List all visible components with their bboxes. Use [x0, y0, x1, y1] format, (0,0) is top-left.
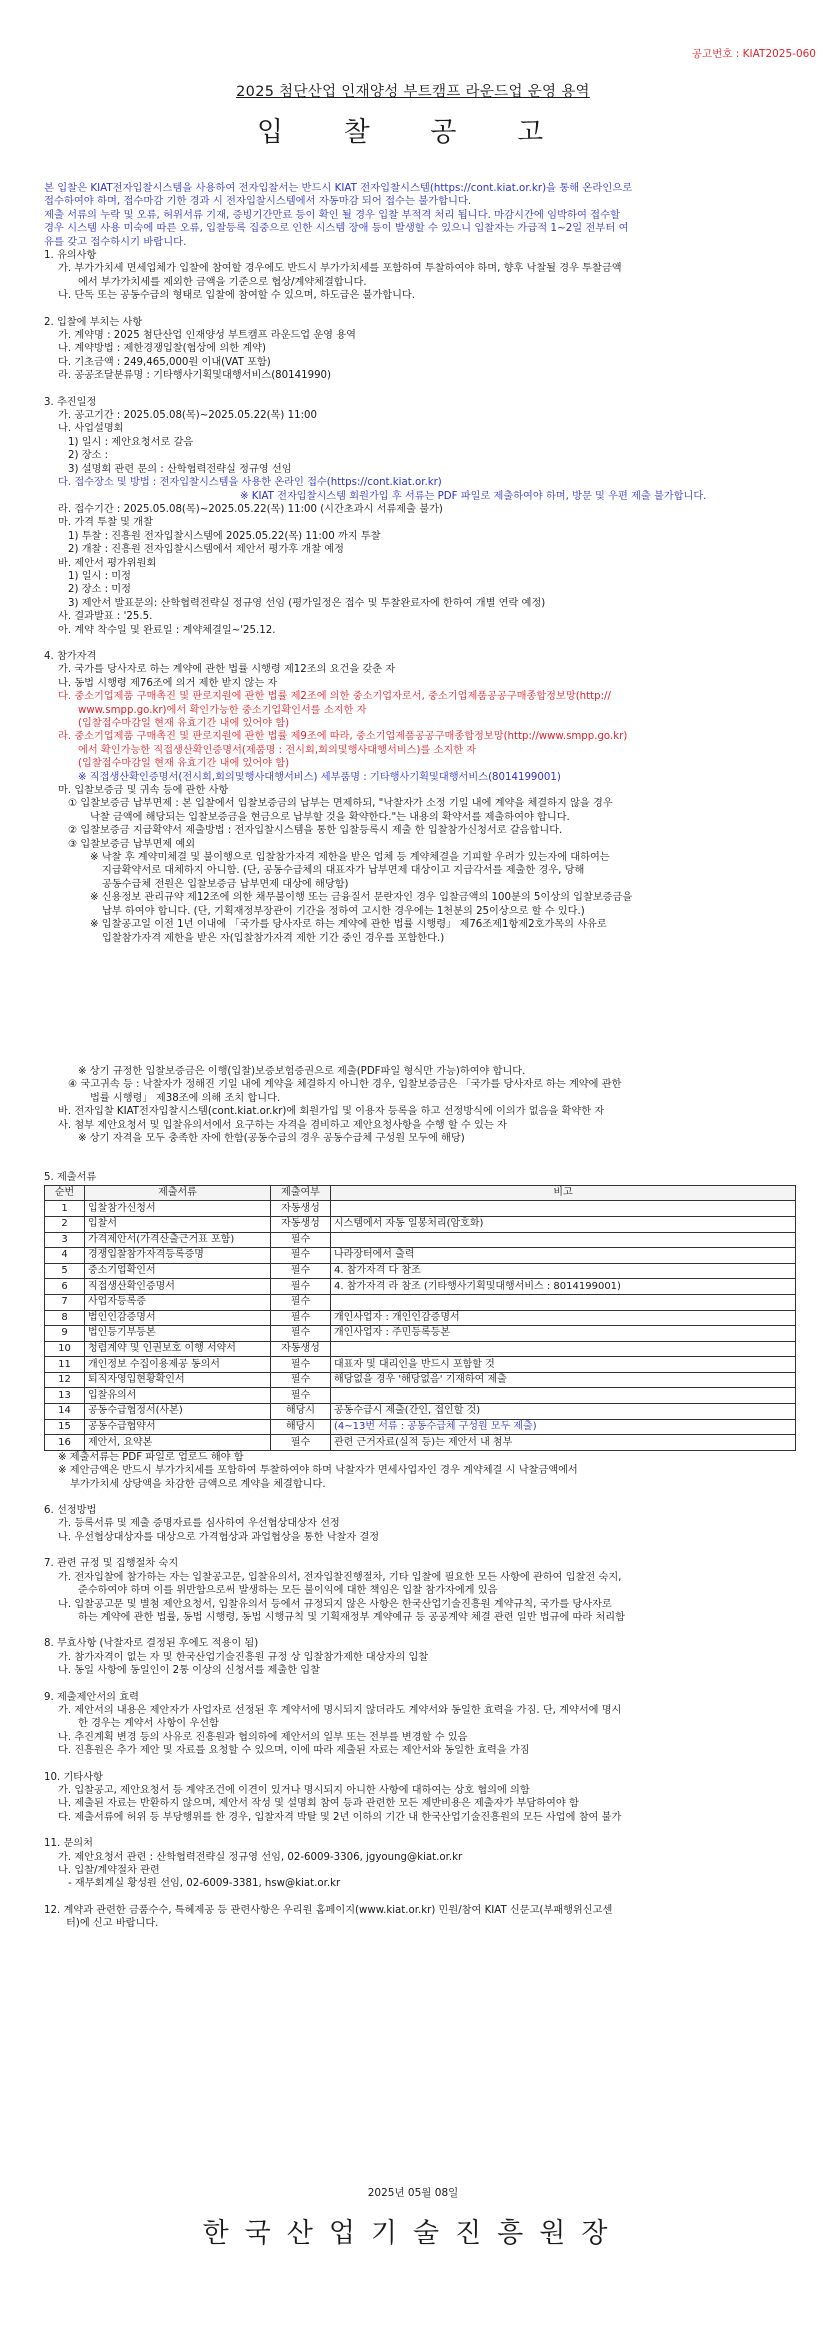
- notice-number: 공고번호 : KIAT2025-060: [691, 48, 816, 60]
- table-header: 제출여부: [271, 1185, 331, 1201]
- section-heading: 6. 선정방법: [44, 1505, 97, 1517]
- list-item: 가. 계약명 : 2025 첨단산업 인재양성 부트캠프 라운드업 운영 용역: [58, 330, 356, 342]
- document-name: 법인인감증명서: [85, 1310, 271, 1326]
- documents-table: [44, 1185, 796, 1451]
- list-item: ※ 상기 규정한 입찰보증금은 이행(입찰)보증보험증권으로 제출(PDF파일 형식만 가능)하여야 합니다.: [78, 1065, 526, 1077]
- row-number: 3: [45, 1232, 85, 1248]
- section-heading: 11. 문의처: [44, 1838, 93, 1850]
- intro-line: 경우 시스템 사용 미숙에 따른 오류, 입찰등록 집중으로 인한 시스템 장애 등이 발생할 수 있으니 입찰자는 가급적 1~2일 전부터 여: [44, 222, 629, 235]
- section-schedule: [44, 396, 794, 637]
- table-row: [45, 1341, 796, 1357]
- document-name: 공동수급협정서(사본): [85, 1404, 271, 1420]
- submission-status: 자동생성: [271, 1216, 331, 1232]
- list-item: 입찰참가자격 제한을 받은 자(입찰참가자격 제한 기간 중인 경우를 포함한다.): [102, 932, 445, 944]
- list-item: 라. 공공조달분류명 : 기타행사기획및대행서비스(80141990): [58, 370, 332, 382]
- submission-status: 필수: [271, 1248, 331, 1264]
- list-item: 2) 장소 :: [68, 450, 109, 462]
- list-item: 가. 제안요청서 관련 : 산학협력전략실 정규영 선임, 02-6009-3306, jgyoung@kiat.or.kr: [58, 1851, 463, 1863]
- list-item: ② 입찰보증금 지급확약서 제출방법 : 전자입찰시스템을 통한 입찰등록시 제출 한 입찰참가신청서로 갈음합니다.: [68, 825, 563, 837]
- issuer-signature: 한국산업기술진흥원장: [202, 2218, 624, 2249]
- table-row: [45, 1326, 796, 1342]
- document-name: 공동수급협약서: [85, 1419, 271, 1435]
- document-name: 제안서, 요약본: [85, 1435, 271, 1451]
- section-heading: 2. 입찰에 부치는 사항: [44, 316, 143, 328]
- section-heading: 10. 기타사항: [44, 1771, 103, 1783]
- list-item: 12. 계약과 관련한 금품수수, 특혜제공 등 관련사항은 우리원 홈페이지(www.kiat.or.kr) 민원/참여 KIAT 신문고(부패행위신고센: [44, 1904, 613, 1916]
- table-row: [45, 1294, 796, 1310]
- row-number: 10: [45, 1341, 85, 1357]
- list-item: 터)에 신고 바랍니다.: [66, 1918, 159, 1930]
- list-item: 2) 장소 : 미정: [68, 584, 131, 596]
- list-item: 가. 공고기간 : 2025.05.08(목)~2025.05.22(목) 11:00: [58, 410, 317, 422]
- remark: 4. 참가자격 라 참조 (기타행사기획및대행서비스 : 8014199001): [331, 1279, 796, 1295]
- intro-line: 접수하여야 하며, 접수마감 기한 경과 시 전자입찰시스템에서 자동마감 되어 접수는 불가합니다.: [44, 195, 472, 208]
- section-documents: [44, 1171, 794, 1491]
- table-row: [45, 1248, 796, 1264]
- list-item: 지급확약서로 대체하지 아니함. (단, 공동수급체의 대표자가 납부면제 대상이고 지급각서를 제출한 경우, 당해: [102, 865, 585, 877]
- row-number: 6: [45, 1279, 85, 1295]
- submission-status: 해당시: [271, 1419, 331, 1435]
- list-item: 한 경우는 계약서 사항이 우선함: [78, 1718, 219, 1730]
- submission-status: 자동생성: [271, 1341, 331, 1357]
- row-number: 8: [45, 1310, 85, 1326]
- section-heading: 7. 관련 규정 및 집행절차 숙지: [44, 1558, 179, 1570]
- row-number: 7: [45, 1294, 85, 1310]
- remark: 대표자 및 대리인을 반드시 포함할 것: [331, 1357, 796, 1373]
- list-item: ④ 국고귀속 등 : 낙찰자가 정해진 기일 내에 계약을 체결하지 아니한 경우, 입찰보증금은 「국가를 당사자로 하는 계약에 관한: [68, 1079, 622, 1091]
- list-item: 낙찰 금액에 해당되는 입찰보증금을 현금으로 납부할 것을 확약한다."는 내용의 확약서를 제출하여야 합니다.: [90, 811, 570, 823]
- row-number: 13: [45, 1388, 85, 1404]
- list-item: 법률 시행령」 제38조에 의해 조치 합니다.: [90, 1092, 281, 1104]
- submission-status: 필수: [271, 1388, 331, 1404]
- section-heading: 5. 제출서류: [44, 1172, 97, 1184]
- document-name: 직접생산확인증명서: [85, 1279, 271, 1295]
- list-item: 다. 제출서류에 허위 등 부당행위를 한 경우, 입찰자격 박탈 및 2년 이하의 기간 내 한국산업기술진흥원의 모든 사업에 참여 불가: [58, 1811, 622, 1823]
- list-item: (입찰접수마감일 현재 유효기간 내에 있어야 함): [78, 758, 290, 770]
- remark: 관련 근거자료(실적 등)는 제안서 내 첨부: [331, 1435, 796, 1451]
- list-item: 아. 계약 착수일 및 완료일 : 계약체결일~'25.12.: [58, 624, 276, 636]
- table-header-row: [45, 1185, 796, 1201]
- list-item: 가. 제안서의 내용은 제안자가 사업자로 선정된 후 계약서에 명시되지 않더라도 계약서와 동일한 효력을 가짐. 단, 계약서에 명시: [58, 1704, 622, 1716]
- list-item: 하는 계약에 관한 법률, 동법 시행령, 동법 시행규칙 및 기획재정부 계약예규 등 공공계약 체결 관련 일반 법규에 따라 처리함: [78, 1611, 625, 1623]
- remark: (4~13번 서류 : 공동수급체 구성원 모두 제출): [331, 1419, 796, 1435]
- list-item: 다. 진흥원은 추가 제안 및 자료를 요청할 수 있으며, 이에 따라 제출된 자료는 제안서와 동일한 효력을 가짐: [58, 1745, 530, 1757]
- remark: 개인사업자 : 개인인감증명서: [331, 1310, 796, 1326]
- document-name: 입찰유의서: [85, 1388, 271, 1404]
- list-item: 2) 개찰 : 진흥원 전자입찰시스템에서 제안서 평가후 개찰 예정: [68, 544, 344, 556]
- list-item: 나. 사업설명회: [58, 423, 124, 435]
- remark: 개인사업자 : 주민등록등본: [331, 1326, 796, 1342]
- document-name: 중소기업확인서: [85, 1263, 271, 1279]
- list-item: ※ 상기 자격을 모두 충족한 자에 한함(공동수급의 경우 공동수급체 구성원 모두에 해당): [78, 1132, 465, 1144]
- row-number: 5: [45, 1263, 85, 1279]
- list-item: 1) 투찰 : 진흥원 전자입찰시스템에 2025.05.22(목) 11:00 까지 투찰: [68, 530, 381, 542]
- submission-status: 필수: [271, 1357, 331, 1373]
- table-row: [45, 1404, 796, 1420]
- table-header: 제출서류: [85, 1185, 271, 1201]
- submission-status: 필수: [271, 1310, 331, 1326]
- table-row: [45, 1232, 796, 1248]
- list-item: 나. 동일 사항에 동일인이 2통 이상의 신청서를 제출한 입찰: [58, 1665, 320, 1677]
- remark: 나라장터에서 출력: [331, 1248, 796, 1264]
- submission-status: 자동생성: [271, 1201, 331, 1217]
- section-heading: 9. 제출제안서의 효력: [44, 1691, 139, 1703]
- list-item: 가. 입찰공고, 제안요청서 등 계약조건에 이견이 있거나 명시되지 아니한 사항에 대하여는 상호 협의에 의함: [58, 1784, 530, 1796]
- remark: [331, 1232, 796, 1248]
- table-row: [45, 1388, 796, 1404]
- list-item: ※ 입찰공고일 이전 1년 이내에 「국가를 당사자로 하는 계약에 관한 법률 시행령」 제76조제1항제2호가목의 사유로: [90, 919, 607, 931]
- note: ※ 제안금액은 반드시 부가가치세를 포함하여 투찰하여야 하며 낙찰자가 면세사업자인 경우 계약체결 시 낙찰금액에서: [58, 1465, 578, 1477]
- section-bid-items: [44, 316, 794, 383]
- submission-status: 필수: [271, 1372, 331, 1388]
- submission-status: 필수: [271, 1232, 331, 1248]
- section-contact: [44, 1837, 794, 1891]
- list-item: 에서 확인가능한 직접생산확인증명서(제품명 : 전시회,회의및행사대행서비스)를 소지한 자: [78, 744, 477, 756]
- document-name: 청렴계약 및 인권보호 이행 서약서: [85, 1341, 271, 1357]
- list-item: 다. 기초금액 : 249,465,000원 이내(VAT 포함): [58, 356, 271, 368]
- list-item: 나. 계약방법 : 제한경쟁입찰(협상에 의한 계약): [58, 343, 266, 355]
- list-item: 3) 제안서 발표문의: 산학협력전략실 정규영 선임 (평가일정은 접수 및 투찰완료자에 한하여 개별 연락 예정): [68, 597, 546, 609]
- list-item: 준수하여야 하며 이를 위반함으로써 발생하는 모든 불이익에 대한 책임은 입찰 참가자에게 있음: [78, 1585, 498, 1597]
- list-item: ※ KIAT 전자입찰시스템 회원가입 후 서류는 PDF 파일로 제출하여야 하며, 방문 및 우편 제출 불가합니다.: [240, 490, 707, 502]
- list-item: 사. 결과발표 : '25.5.: [58, 611, 153, 623]
- intro-line: 본 입찰은 KIAT전자입찰시스템을 사용하여 전자입찰서는 반드시 KIAT 전자입찰시스템(https://cont.kiat.or.kr)을 통해 온라인으로: [44, 182, 633, 194]
- list-item: 나. 단독 또는 공동수급의 형태로 입찰에 참여할 수 있으며, 하도급은 불가합니다.: [58, 290, 416, 302]
- section-rules: [44, 1557, 794, 1624]
- list-item: 가. 전자입찰에 참가하는 자는 입찰공고문, 입찰유의서, 전자입찰진행절차, 기타 입찰에 필요한 모든 사항에 관하여 입찰전 숙지,: [58, 1571, 622, 1583]
- intro-line: 제출 서류의 누락 및 오류, 허위서류 기재, 증빙기간만료 등이 확인 될 경우 입찰 부적격 처리 됩니다. 마감시간에 임박하여 접수할: [44, 208, 621, 221]
- submission-status: 해당시: [271, 1404, 331, 1420]
- remark: [331, 1294, 796, 1310]
- remark: 공동수급시 제출(간인, 접인할 것): [331, 1404, 796, 1420]
- section-notes: [44, 249, 794, 303]
- intro-line: 유를 갖고 접수하시기 바랍니다.: [44, 235, 187, 248]
- submission-status: 필수: [271, 1279, 331, 1295]
- list-item: ※ 신용정보 관리규약 제12조에 의한 채무불이행 또는 금융질서 문란자인 경우 입찰금액의 100분의 5이상의 입찰보증금을: [90, 892, 633, 904]
- remark: [331, 1341, 796, 1357]
- row-number: 14: [45, 1404, 85, 1420]
- table-row: [45, 1263, 796, 1279]
- document-name: 입찰참가신청서: [85, 1201, 271, 1217]
- remark: 해당없을 경우 '해당없음' 기재하여 제출: [331, 1372, 796, 1388]
- list-item: ① 입찰보증금 납부면제 : 본 입찰에서 입찰보증금의 납부는 면제하되, "낙찰자가 소정 기일 내에 계약을 체결하지 않을 경우: [68, 798, 613, 810]
- document-name: 개인정보 수집이용제공 동의서: [85, 1357, 271, 1373]
- row-number: 4: [45, 1248, 85, 1264]
- notice-date: 2025년 05월 08일: [367, 2187, 459, 2199]
- list-item: 다. 중소기업제품 구매촉진 및 판로지원에 관한 법률 제2조에 의한 중소기업자로서, 중소기업제품공공구매종합정보망(http://: [58, 691, 611, 703]
- table-row: [45, 1419, 796, 1435]
- table-row: [45, 1357, 796, 1373]
- section-selection: [44, 1504, 794, 1544]
- remark: 4. 참가자격 다 참조: [331, 1263, 796, 1279]
- list-item: www.smpp.go.kr)에서 확인가능한 중소기업확인서를 소지한 자: [78, 704, 367, 716]
- row-number: 11: [45, 1357, 85, 1373]
- project-title: 2025 첨단산업 인재양성 부트캠프 라운드업 운영 용역: [236, 84, 590, 100]
- section-qualification: [44, 650, 794, 1145]
- blank-space: [44, 945, 794, 1065]
- list-item: ※ 낙찰 후 계약미체결 및 불이행으로 입찰참가자격 제한을 받은 업체 등 계약체결을 기피할 우려가 있는자에 대하여는: [90, 852, 610, 864]
- list-item: 가. 부가가치세 면세업체가 입찰에 참여할 경우에도 반드시 부가가치세를 포함하여 투찰하여야 하며, 향후 낙찰될 경우 투찰금액: [58, 263, 622, 275]
- note: ※ 제출서류는 PDF 파일로 업로드 해야 함: [58, 1451, 244, 1463]
- row-number: 1: [45, 1201, 85, 1217]
- section-proposal-effect: [44, 1691, 794, 1758]
- remark: [331, 1388, 796, 1404]
- submission-status: 필수: [271, 1263, 331, 1279]
- table-header: 순번: [45, 1185, 85, 1201]
- section-heading: 4. 참가자격: [44, 650, 97, 662]
- section-heading: 1. 유의사항: [44, 250, 97, 261]
- document-name: 법인등기부등본: [85, 1326, 271, 1342]
- list-item: 가. 참가자격이 없는 자 및 한국산업기술진흥원 규정 상 입찰참가제한 대상자의 입찰: [58, 1651, 429, 1663]
- row-number: 15: [45, 1419, 85, 1435]
- document-name: 퇴직자영입현황확인서: [85, 1372, 271, 1388]
- list-item: 마. 가격 투찰 및 개찰: [58, 517, 153, 529]
- list-item: - 재무회계실 황성원 선임, 02-6009-3381, hsw@kiat.or.kr: [68, 1878, 341, 1890]
- table-row: [45, 1310, 796, 1326]
- document-name: 입찰서: [85, 1216, 271, 1232]
- list-item: 1) 일시 : 미정: [68, 570, 131, 582]
- list-item: 나. 추진계획 변경 등의 사유로 진흥원과 협의하에 제안서의 일부 또는 전부를 변경할 수 있음: [58, 1731, 468, 1743]
- table-header: 비고: [331, 1185, 796, 1201]
- list-item: 에서 부가가치세를 제외한 금액을 기준으로 협상/계약체결합니다.: [78, 276, 367, 288]
- list-item: 가. 국가를 당사자로 하는 계약에 관한 법률 시행령 제12조의 요건을 갖춘 자: [58, 664, 396, 676]
- document-name: 가격제안서(가격산출근거표 포함): [85, 1232, 271, 1248]
- list-item: ③ 입찰보증금 납부면제 예외: [68, 838, 196, 850]
- list-item: 가. 등록서류 및 제출 증명자료를 심사하여 우선협상대상자 선정: [58, 1518, 340, 1530]
- list-item: 1) 일시 : 제안요청서로 갈음: [68, 436, 194, 448]
- list-item: 3) 설명회 관련 문의 : 산학협력전략실 정규영 선임: [68, 463, 292, 475]
- table-body: [45, 1201, 796, 1451]
- list-item: 바. 전자입찰 KIAT전자입찰시스템(cont.kiat.or.kr)에 회원가입 및 이용자 등록을 하고 선정방식에 이의가 없음을 확약한 자: [58, 1106, 605, 1118]
- remark: [331, 1201, 796, 1217]
- list-item: ※ 직접생산확인증명서(전시회,회의및행사대행서비스) 세부품명 : 기타행사기획및대행서비스(8014199001): [78, 771, 561, 783]
- submission-status: 필수: [271, 1294, 331, 1310]
- section-heading: 8. 무효사항 (낙찰자로 결정된 후에도 적용이 됨): [44, 1638, 259, 1650]
- table-row: [45, 1216, 796, 1232]
- document-name: 경쟁입찰참가자격등록증명: [85, 1248, 271, 1264]
- row-number: 12: [45, 1372, 85, 1388]
- list-item: 나. 우선협상대상자를 대상으로 가격협상과 과업협상을 통한 낙찰자 결정: [58, 1531, 380, 1543]
- remark: 시스템에서 자동 일봉처리(암호화): [331, 1216, 796, 1232]
- submission-status: 필수: [271, 1326, 331, 1342]
- section-heading: 3. 추진일정: [44, 396, 97, 408]
- list-item: 나. 입찰/계약절차 관련: [58, 1865, 160, 1876]
- page-title: 입 찰 공 고: [256, 117, 570, 148]
- table-row: [45, 1435, 796, 1451]
- section-report: [44, 1904, 794, 1931]
- document-name: 사업자등록증: [85, 1294, 271, 1310]
- list-item: 나. 동법 시행령 제76조에 의거 제한 받지 않는 자: [58, 677, 278, 689]
- section-invalid: [44, 1637, 794, 1677]
- list-item: 라. 중소기업제품 구매촉진 및 판로지원에 관한 법률 제9조에 따라, 중소기업제품공공구매종합정보망(http://www.smpp.go.kr): [58, 731, 628, 743]
- note: 부가가치세 상당액을 차감한 금액으로 계약을 체결합니다.: [70, 1478, 326, 1490]
- document-body: [44, 236, 794, 1931]
- submission-status: 필수: [271, 1435, 331, 1451]
- table-row: [45, 1372, 796, 1388]
- row-number: 16: [45, 1435, 85, 1451]
- list-item: 라. 접수기간 : 2025.05.08(목)~2025.05.22(목) 11:00 (시간초과시 서류제출 불가): [58, 503, 443, 515]
- row-number: 9: [45, 1326, 85, 1342]
- row-number: 2: [45, 1216, 85, 1232]
- table-row: [45, 1201, 796, 1217]
- list-item: 마. 입찰보증금 및 귀속 등에 관한 사항: [58, 785, 229, 797]
- list-item: 나. 제출된 자료는 반환하지 않으며, 제안서 작성 및 설명회 참여 등과 관련한 모든 제반비용은 제출자가 부담하여야 함: [58, 1798, 579, 1810]
- list-item: 바. 제안서 평가위원회: [58, 557, 157, 569]
- list-item: 납부 하여야 합니다. (단, 기획재정부장관이 기간을 정하여 고시한 경우에는 1천분의 25이상으로 할 수 있다.): [102, 905, 585, 917]
- list-item: 공동수급체 전원은 입찰보증금 납부면제 대상에 해당함): [102, 878, 349, 890]
- list-item: 나. 입찰공고문 및 별첨 제안요청서, 입찰유의서 등에서 규정되지 않은 사항은 한국산업기술진흥원 계약규칙, 국가를 당사자로: [58, 1598, 612, 1610]
- section-misc: [44, 1771, 794, 1825]
- list-item: 다. 접수장소 및 방법 : 전자입찰시스템을 사용한 온라인 접수(https://cont.kiat.or.kr): [58, 477, 442, 489]
- list-item: 사. 첨부 제안요청서 및 입찰유의서에서 요구하는 자격을 겸비하고 제안요청사항을 수행 할 수 있는 자: [58, 1119, 507, 1131]
- table-row: [45, 1279, 796, 1295]
- list-item: (입찰접수마감일 현재 유효기간 내에 있어야 함): [78, 718, 290, 729]
